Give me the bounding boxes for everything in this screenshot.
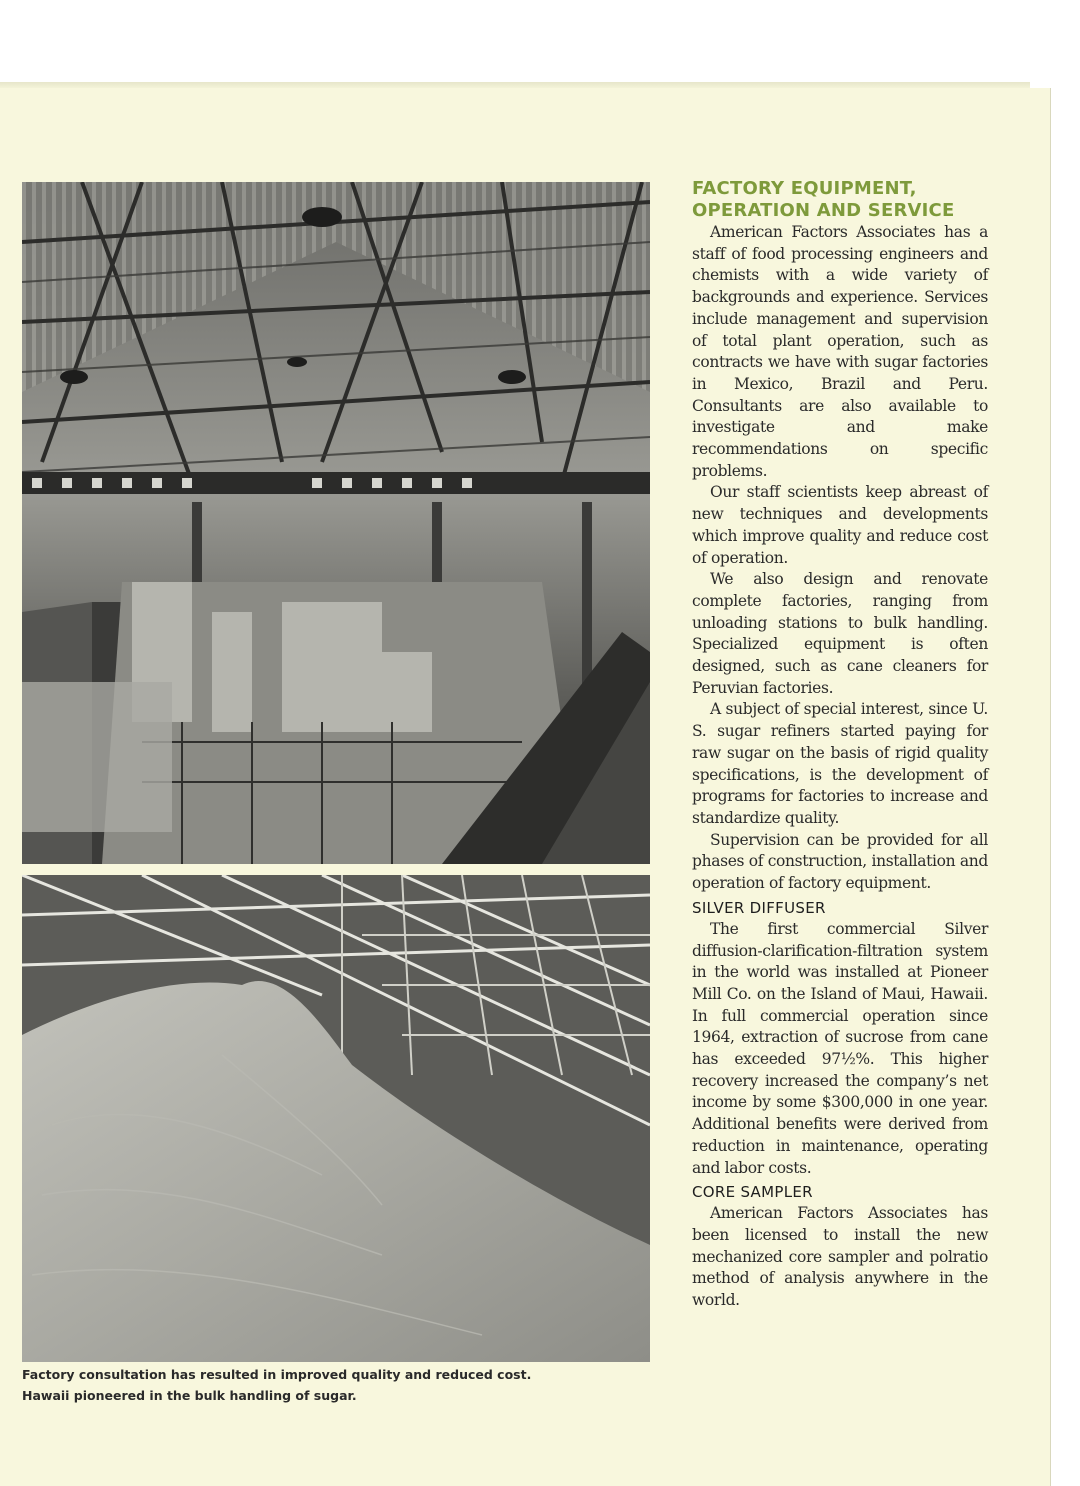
caption-line-1: Factory consultation has resulted in improved quality and reduced cost. <box>22 1367 532 1382</box>
text-column <box>692 178 988 1312</box>
paragraph: We also design and renovate complete factories, ranging from unloading stations to bulk handling. Specialized equipment is often designed, such as cane cleaners for Peruvian factories. <box>692 570 988 697</box>
paragraph: American Factors Associates has a staff of food processing engineers and chemists with a wide variety of backgrounds and experience. Services include management and supervision of total plant operation, such as contracts we have with sugar factories in Mexico, Brazil and Peru. Consultants are also available to investigate and make recommendations on specific problems. <box>692 223 988 480</box>
section-heading-core-sampler: CORE SAMPLER <box>692 1183 813 1202</box>
caption-line-2: Hawaii pioneered in the bulk handling of sugar. <box>22 1388 357 1403</box>
heading-line-2: OPERATION AND SERVICE <box>692 200 955 221</box>
section-heading-factory-equipment <box>692 178 988 222</box>
sugar-pile-photo <box>22 875 650 1362</box>
paragraph: The first commercial Silver diffusion-clarification-filtration system in the world was installed at Pioneer Mill Co. on the Island of Maui, Hawaii. In full commercial operation since 1964, extraction of sucrose from cane has exceeded 97½%. This higher recovery increased the company’s net income by some $300,000 in one year. Additional benefits were derived from reduction in maintenance, operating and labor costs. <box>692 919 988 1177</box>
paragraph: American Factors Associates has been licensed to install the new mechanized core sampler and polratio method of analysis anywhere in the world. <box>692 1204 988 1310</box>
photo-caption <box>22 1364 662 1406</box>
paragraph: Supervision can be provided for all phases of construction, installation and operation of factory equipment. <box>692 830 988 893</box>
factory-interior-photo <box>22 182 650 864</box>
paragraph: Our staff scientists keep abreast of new techniques and developments which improve quality and reduce cost of operation. <box>692 483 988 567</box>
section-heading-silver-diffuser: SILVER DIFFUSER <box>692 898 826 917</box>
heading-line-1: FACTORY EQUIPMENT, <box>692 178 917 199</box>
paragraph: A subject of special interest, since U. S. sugar refiners started paying for raw sugar on the basis of rigid quality specifications, is the development of programs for factories to increase and standardize quality. <box>692 700 988 827</box>
